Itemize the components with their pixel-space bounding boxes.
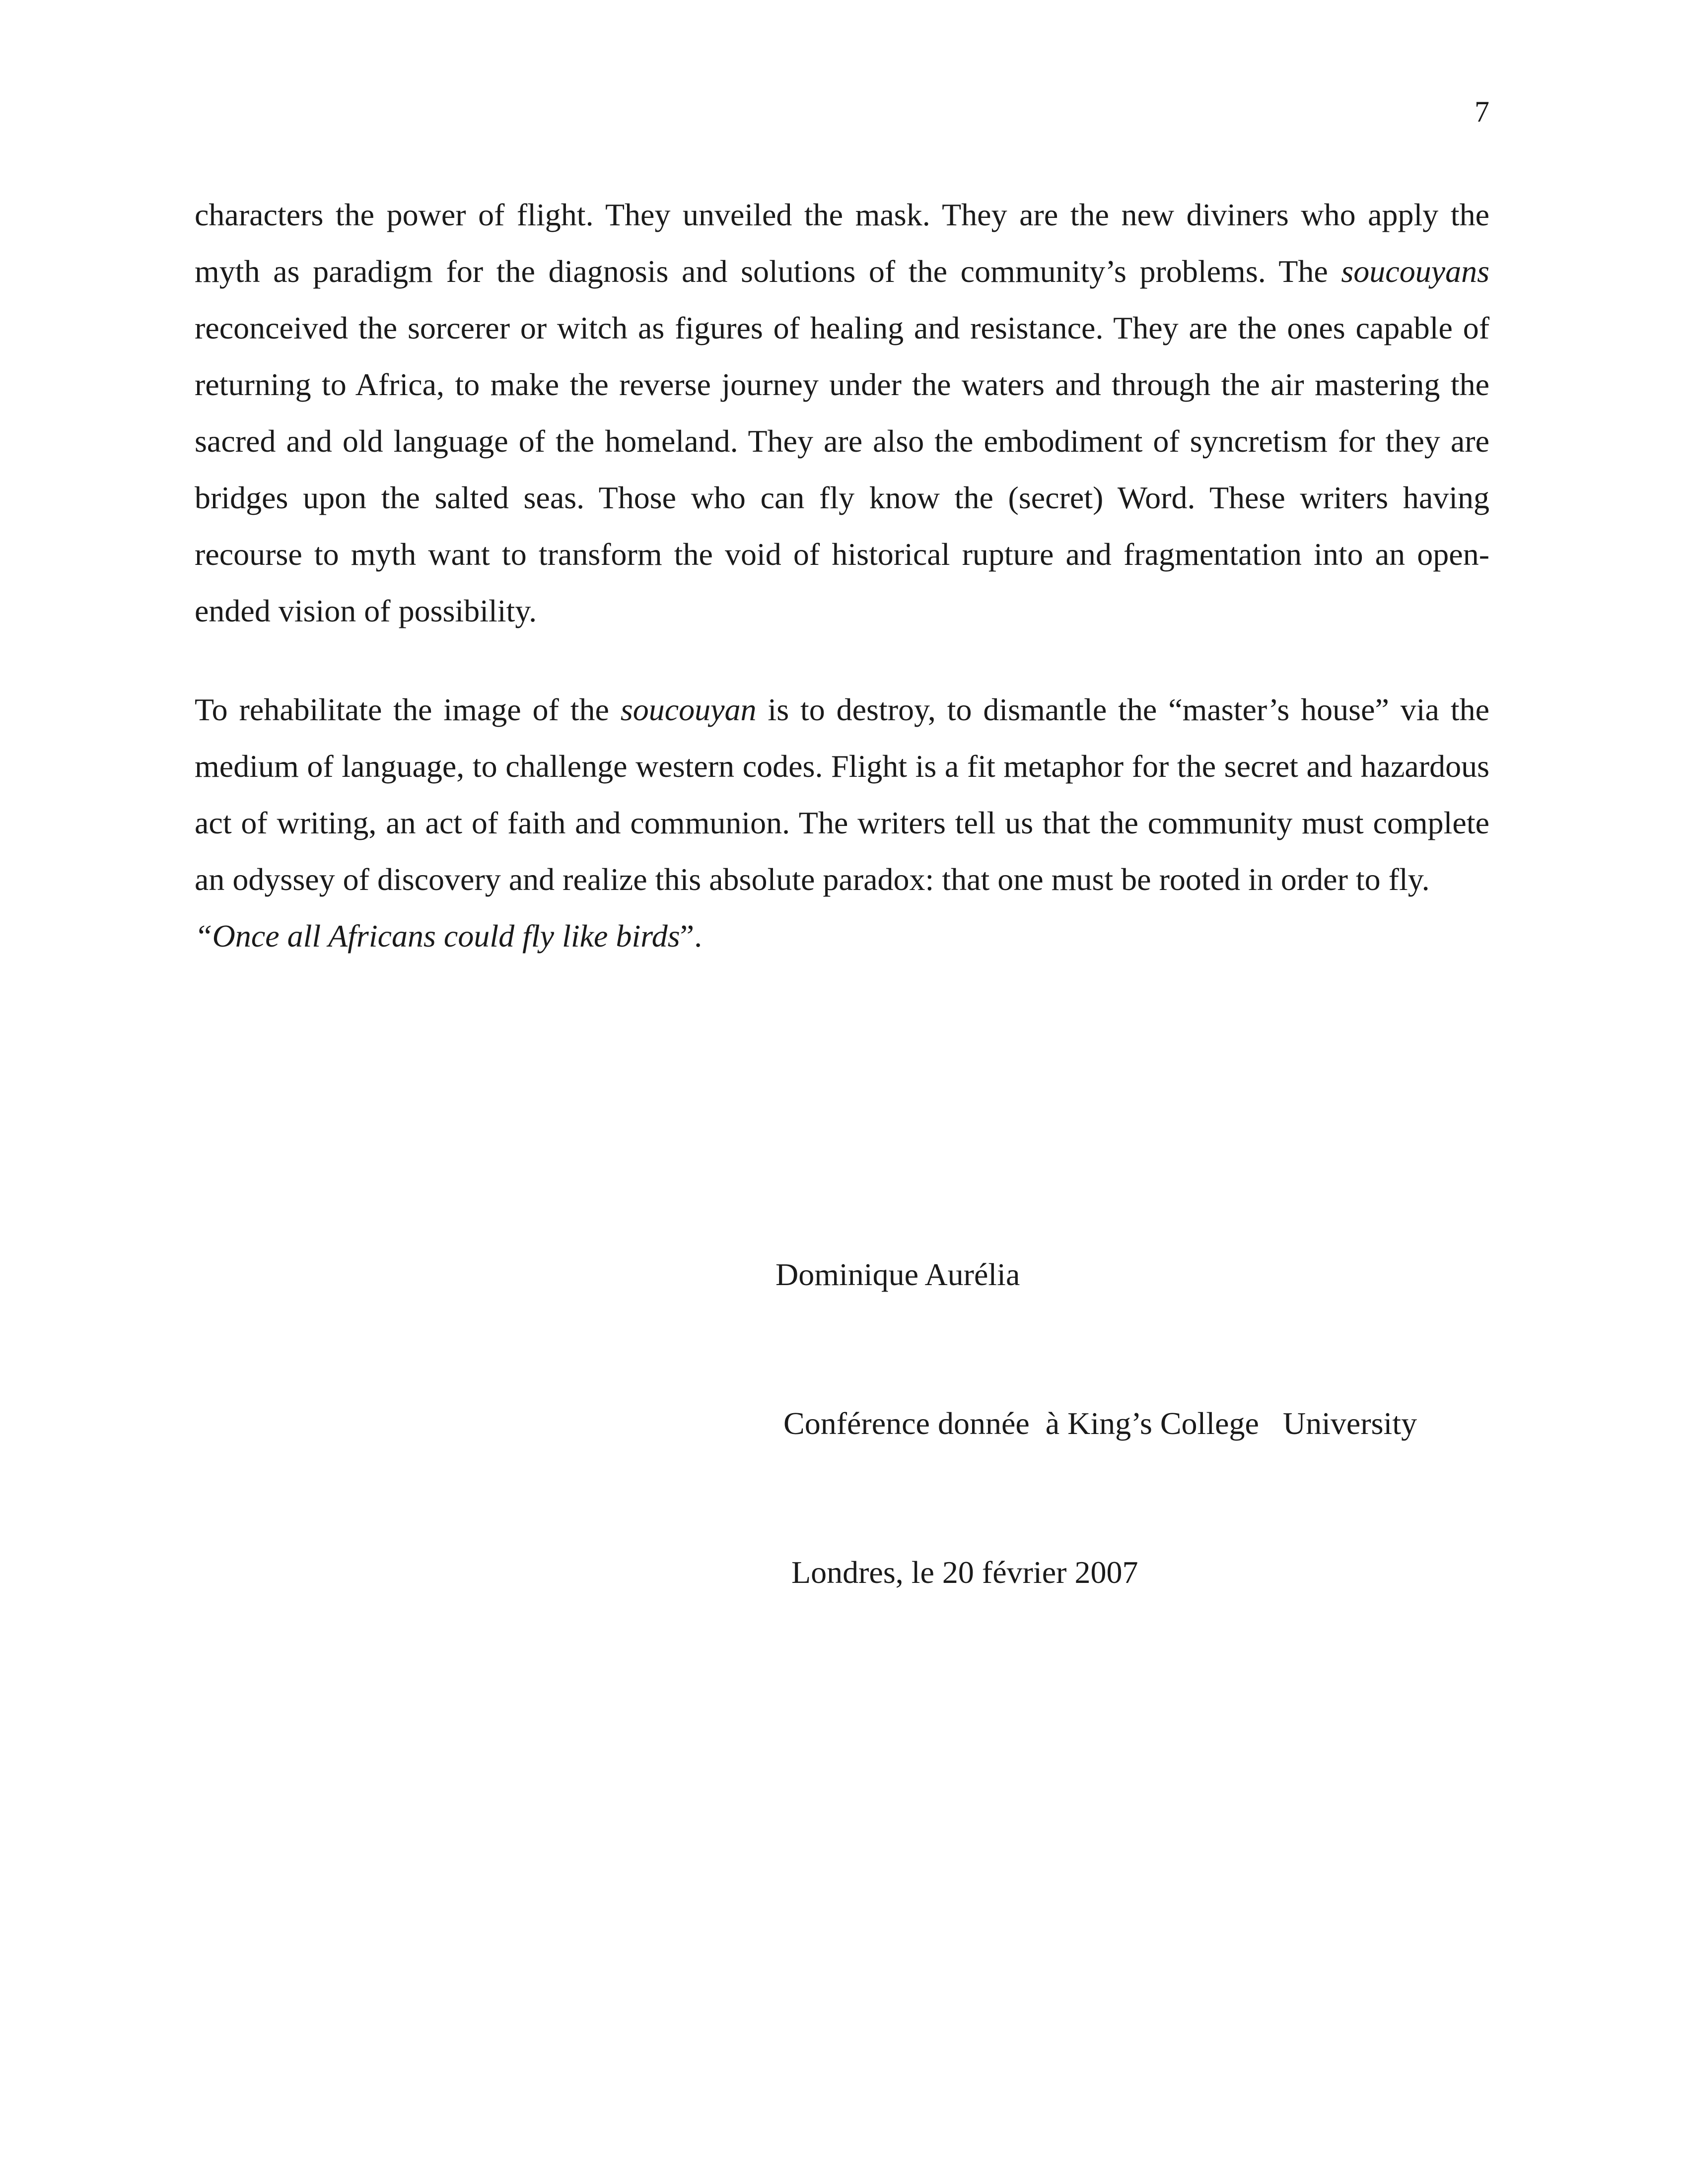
italic-term-soucouyans: soucouyans bbox=[1341, 254, 1489, 289]
signature-place-date: Londres, le 20 février 2007 bbox=[791, 1555, 1138, 1590]
paragraph-1-part-2: reconceived the sorcerer or witch as figures of healing and resistance. They are the ones capable of returning to Africa, to make the reverse journey under the waters and through the air mastering the sacred and old language of the homeland. They are also the embodiment of syncretism for they are bridges upon the salted seas. Those who can fly know the (secret) Word. These writers having recourse to myth want to transform the void of historical rupture and fragmentation into an open-ended vision of possibility. bbox=[195, 310, 1489, 628]
signature-author: Dominique Aurélia bbox=[775, 1257, 1020, 1292]
closing-quote-italic: “Once all Africans could fly like birds bbox=[195, 918, 680, 954]
paragraph-1-part-1: characters the power of flight. They unveiled the mask. They are the new diviners who apply the myth as paradigm for the diagnosis and solutions of the community’s problems. The bbox=[195, 197, 1489, 289]
page-number: 7 bbox=[1475, 95, 1489, 128]
signature-event: Conférence donnée à King’s College University bbox=[783, 1406, 1417, 1441]
closing-quote-end: ”. bbox=[680, 918, 703, 954]
paragraph-2-part-2: is to destroy, to dismantle the “master’s house” via the medium of language, to challenge western codes. Flight is a fit metaphor for the secret and hazardous act of writing, an act of faith and communion. The writers tell us that the community must complete an odyssey of discovery and realize this absolute paradox: that one must be rooted in order to fly. bbox=[195, 692, 1490, 897]
paragraph-1-text bbox=[195, 187, 1489, 639]
paragraph-2-part-1: To rehabilitate the image of the bbox=[195, 692, 621, 727]
italic-term-soucouyan: soucouyan bbox=[620, 692, 757, 727]
paragraph-1 bbox=[195, 187, 1489, 639]
closing-quote bbox=[195, 908, 1489, 964]
signature-block bbox=[775, 1151, 1417, 1647]
paragraph-2 bbox=[195, 682, 1489, 964]
paragraph-2-text bbox=[195, 682, 1489, 908]
